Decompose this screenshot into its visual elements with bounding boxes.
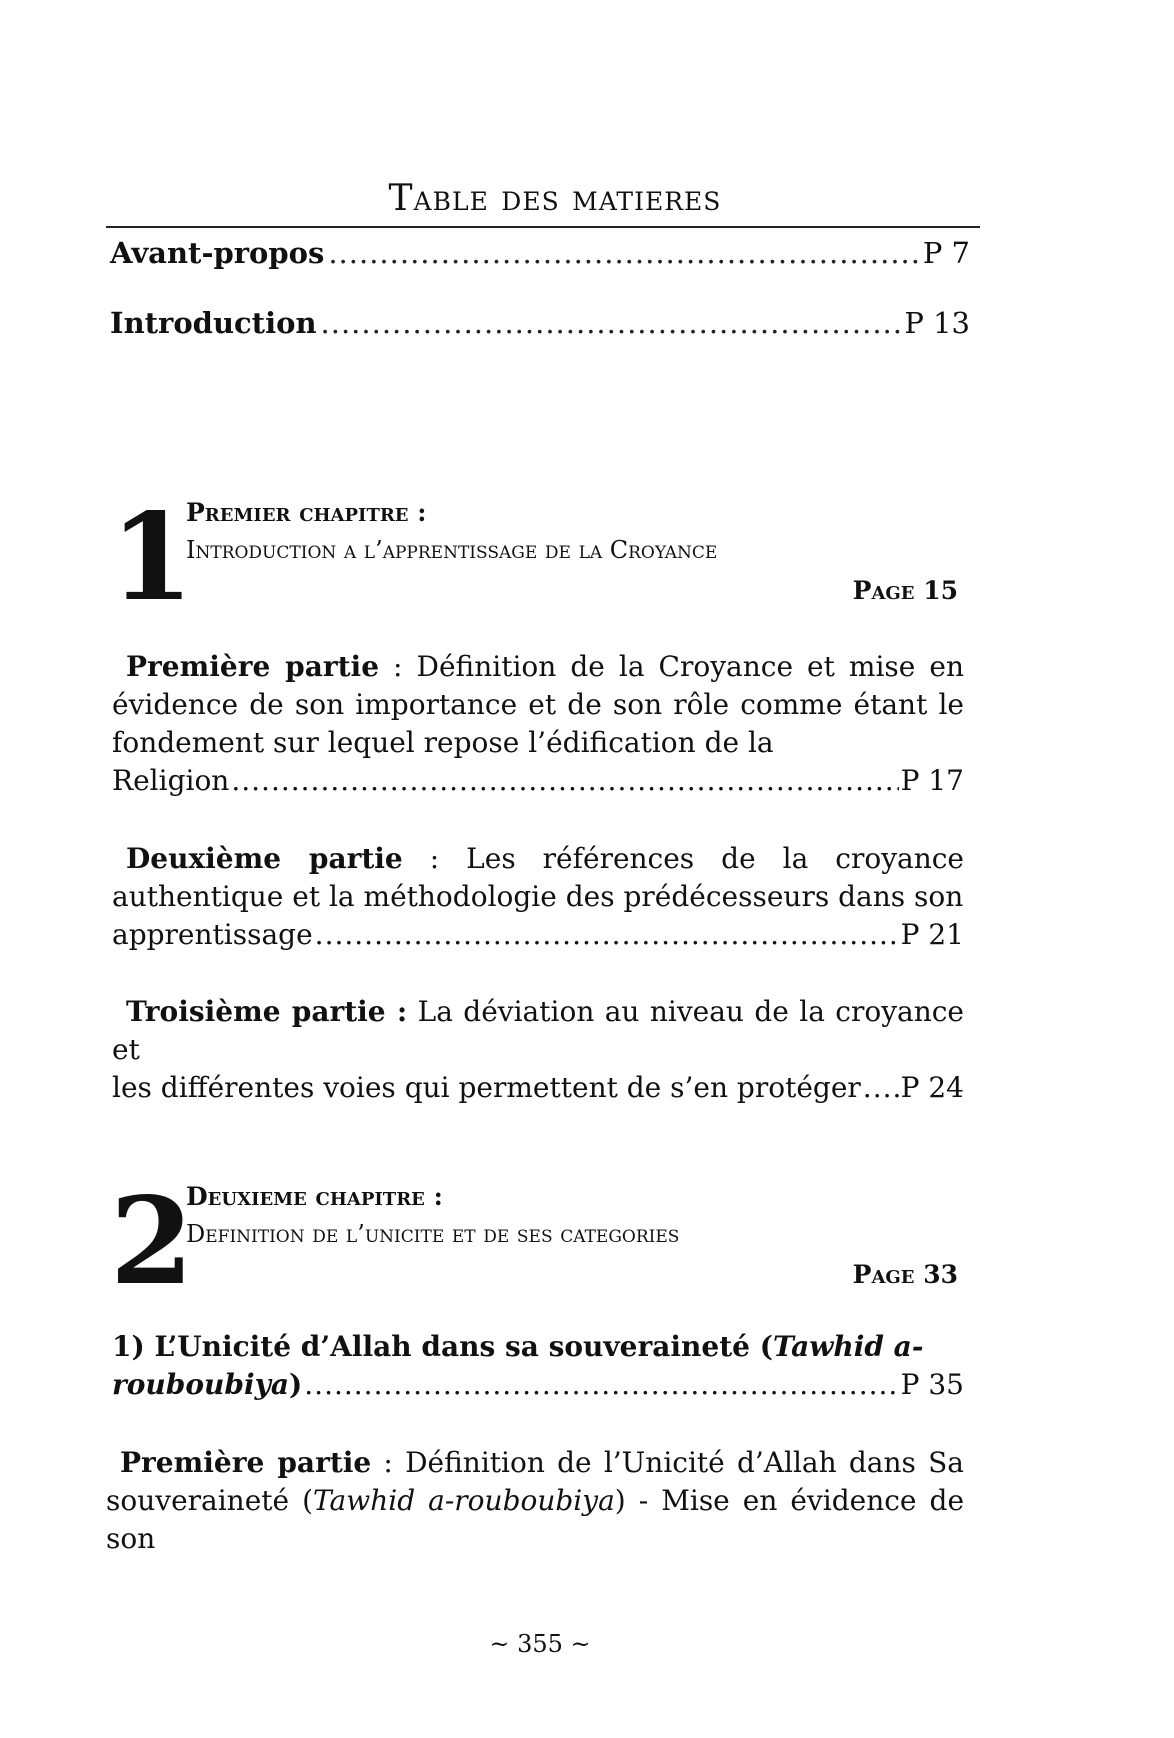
chapter-subtitle: Definition de l’unicite et de ses categories <box>186 1220 680 1248</box>
toc-page: P 35 <box>900 1368 964 1401</box>
part-text: Définition de l’Unicité d’Allah dans Sa souveraineté ( <box>106 1446 964 1517</box>
toc-entry-part[interactable]: Première partie : Définition de la Croyance et mise en évidence de son importance et de son rôle comme étant le fondement sur lequel repose l’édification de la Religion ..... P 17 <box>112 648 964 800</box>
chapter-number: 2 <box>110 1171 194 1312</box>
part-text: ) - Mise en évidence de son <box>106 1484 965 1555</box>
part-label: Première partie <box>120 1446 372 1479</box>
part-text-end: Religion <box>112 764 230 797</box>
toc-entry-avant-propos[interactable] <box>110 236 970 270</box>
toc-page: P 7 <box>922 236 970 270</box>
toc-page: P 24 <box>900 1071 964 1104</box>
chapter-number: 1 <box>110 487 194 628</box>
part-text: Les références de la croyance authentique et la méthodologie des prédécesseurs dans son <box>112 842 965 913</box>
leader-dots <box>863 1069 899 1107</box>
part-label: Deuxième partie <box>126 842 403 875</box>
part-text-end: les différentes voies qui permettent de s’en protéger <box>112 1071 861 1104</box>
toc-page: P 17 <box>900 764 964 797</box>
page-title: Table des matieres <box>388 178 722 219</box>
section-label: 1) L’Unicité d’Allah dans sa souveraineté ( <box>112 1330 773 1363</box>
leader-dots <box>315 916 899 954</box>
part-label: Première partie <box>126 650 380 683</box>
toc-entry-part[interactable] <box>112 993 964 1107</box>
toc-label: Avant-propos <box>110 236 325 270</box>
chapter-1-header[interactable] <box>110 487 970 628</box>
chapter-page: Page 33 <box>852 1260 958 1289</box>
toc-page: P 13 <box>904 306 970 340</box>
leader-dots <box>328 236 918 270</box>
leader-dots <box>304 1366 898 1404</box>
chapter-page: Page 15 <box>852 576 958 605</box>
section-label-italic: rouboubiya <box>112 1368 290 1401</box>
section-label-italic: Tawhid a- <box>772 1330 924 1363</box>
toc-entry-part[interactable]: Première partie : Définition de l’Unicité d’Allah dans Sa souveraineté (Tawhid a-rouboubiya) - Mise en évidence de son <box>106 1446 965 1555</box>
part-text: La déviation au niveau de la croyance et <box>112 995 964 1066</box>
part-label: Troisième partie : <box>126 995 408 1028</box>
toc-entry-introduction[interactable] <box>110 306 970 340</box>
leader-dots <box>321 306 901 340</box>
leader-dots <box>231 762 898 800</box>
toc-label: Introduction <box>110 306 317 340</box>
toc-entry-section[interactable]: 1) L’Unicité d’Allah dans sa souveraineté (Tawhid a- rouboubiya) ..... P 35 <box>112 1328 964 1404</box>
chapter-2-header[interactable] <box>110 1171 970 1312</box>
part-text-italic: Tawhid a-rouboubiya <box>313 1484 615 1517</box>
title-divider <box>106 226 980 228</box>
part-text-end: apprentissage <box>112 918 313 951</box>
page-number: ~ 355 ~ <box>489 1630 591 1658</box>
chapter-heading: Deuxieme chapitre : <box>186 1182 443 1211</box>
toc-page: P 21 <box>900 918 964 951</box>
chapter-subtitle: Introduction a l’apprentissage de la Croyance <box>186 536 718 564</box>
part-text: Définition de la Croyance et mise en évidence de son importance et de son rôle comme étant le fondement sur lequel repose l’édification de la <box>112 650 965 759</box>
toc-entry-part[interactable]: Deuxième partie : Les références de la croyance authentique et la méthodologie des prédécesseurs dans son apprentissage ..... P 21 <box>112 840 964 954</box>
chapter-heading: Premier chapitre : <box>186 498 427 527</box>
